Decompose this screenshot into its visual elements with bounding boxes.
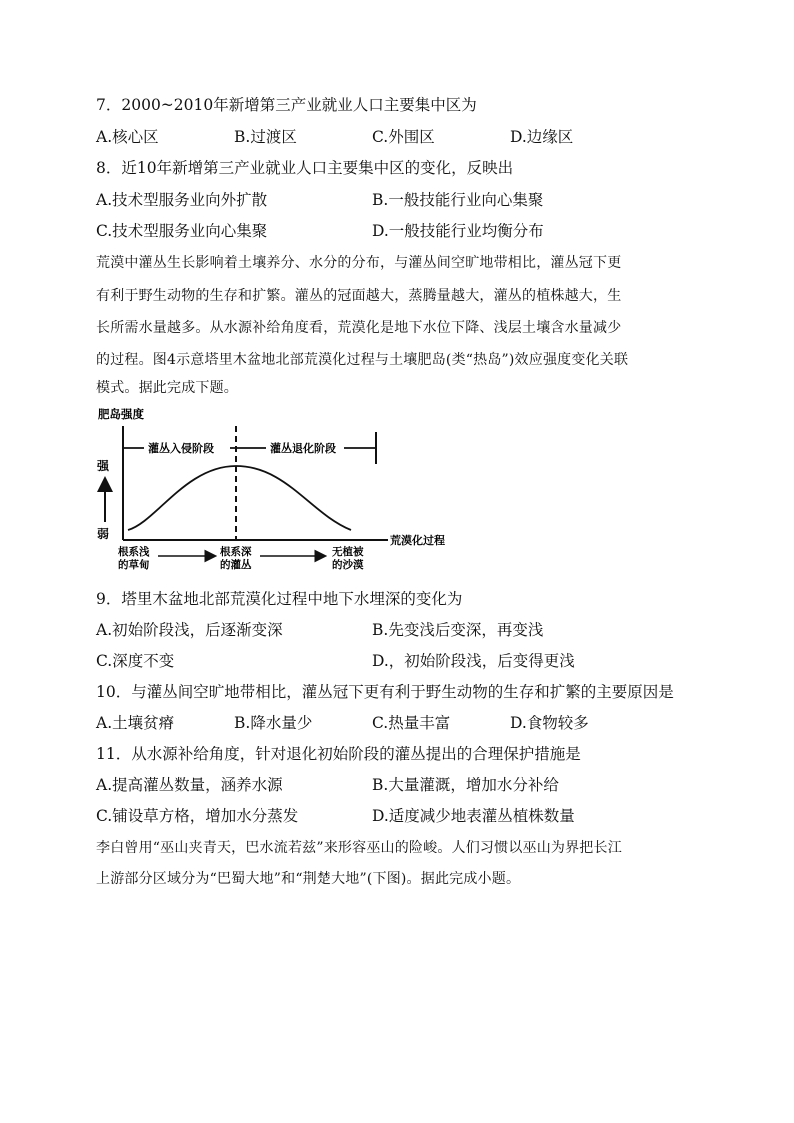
q8-option-c: C.技术型服务业向心集聚 xyxy=(96,222,268,240)
passage-2-line-2: 上游部分区域分为“巴蜀大地”和“荆楚大地”(下图)。据此完成小题。 xyxy=(96,871,521,887)
passage-1-line-1: 荒漠中灌丛生长影响着土壤养分、水分的分布，与灌丛间空旷地带相比，灌丛冠下更 xyxy=(96,255,622,271)
q9-option-d: D.，初始阶段浅，后变得更浅 xyxy=(372,652,575,670)
q9-option-c: C.深度不变 xyxy=(96,652,175,670)
q7-option-c: C.外围区 xyxy=(372,128,435,146)
passage-1-line-2: 有利于野生动物的生存和扩繁。灌丛的冠面越大，蒸腾量越大，灌丛的植株越大，生 xyxy=(96,288,622,304)
q10-option-c: C.热量丰富 xyxy=(372,714,451,732)
question-10-stem: 10．与灌丛间空旷地带相比，灌丛冠下更有利于野生动物的生存和扩繁的主要原因是 xyxy=(96,683,674,701)
x-point-3-line-2: 的沙漠 xyxy=(332,559,364,571)
q8-option-b: B.一般技能行业向心集聚 xyxy=(372,191,544,209)
q11-option-a: A.提高灌丛数量，涵养水源 xyxy=(96,776,283,794)
y-axis-label: 肥岛强度 xyxy=(98,407,144,421)
passage-2-line-1: 李白曾用“巫山夹青天，巴水流若兹”来形容巫山的险峻。人们习惯以巫山为界把长江 xyxy=(96,840,622,856)
x-point-2-line-1: 根系深 xyxy=(220,546,252,558)
passage-1-line-4: 的过程。图4示意塔里木盆地北部荒漠化过程与土壤肥岛(类“热岛”)效应强度变化关联 xyxy=(96,352,629,368)
q11-option-d: D.适度减少地表灌丛植株数量 xyxy=(372,807,575,825)
question-7-stem: 7．2000~2010年新增第三产业就业人口主要集中区为 xyxy=(96,96,477,114)
stage-2-label: 灌丛退化阶段 xyxy=(270,442,336,455)
fertile-island-diagram xyxy=(96,404,446,580)
q9-option-a: A.初始阶段浅，后逐渐变深 xyxy=(96,621,283,639)
q9-option-b: B.先变浅后变深，再变浅 xyxy=(372,621,544,639)
question-11-stem: 11．从水源补给角度，针对退化初始阶段的灌丛提出的合理保护措施是 xyxy=(96,745,581,763)
stage-1-label: 灌丛入侵阶段 xyxy=(148,442,214,455)
passage-1-line-5: 模式。据此完成下题。 xyxy=(96,380,238,396)
q7-option-a: A.核心区 xyxy=(96,128,159,146)
x-point-2-line-2: 的灌丛 xyxy=(220,559,252,571)
fertile-island-curve xyxy=(128,466,351,530)
passage-1-line-3: 长所需水量越多。从水源补给角度看，荒漠化是地下水位下降、浅层土壤含水量减少 xyxy=(96,320,622,336)
weak-label: 弱 xyxy=(97,527,110,541)
question-8-stem: 8．近10年新增第三产业就业人口主要集中区的变化，反映出 xyxy=(96,159,514,177)
q8-option-a: A.技术型服务业向外扩散 xyxy=(96,191,268,209)
question-9-stem: 9．塔里木盆地北部荒漠化过程中地下水埋深的变化为 xyxy=(96,590,463,608)
q7-option-d: D.边缘区 xyxy=(510,128,574,146)
q10-option-b: B.降水量少 xyxy=(234,714,313,732)
q7-option-b: B.过渡区 xyxy=(234,128,297,146)
q11-option-b: B.大量灌溉，增加水分补给 xyxy=(372,776,559,794)
x-point-1-line-2: 的草甸 xyxy=(118,559,150,571)
x-point-3-line-1: 无植被 xyxy=(332,546,364,558)
strong-label: 强 xyxy=(97,459,110,473)
q10-option-a: A.土壤贫瘠 xyxy=(96,714,175,732)
q10-option-d: D.食物较多 xyxy=(510,714,589,732)
q8-option-d: D.一般技能行业均衡分布 xyxy=(372,222,544,240)
x-axis-label: 荒漠化过程 xyxy=(390,534,445,547)
x-point-1-line-1: 根系浅 xyxy=(118,546,150,558)
q11-option-c: C.铺设草方格，增加水分蒸发 xyxy=(96,807,299,825)
